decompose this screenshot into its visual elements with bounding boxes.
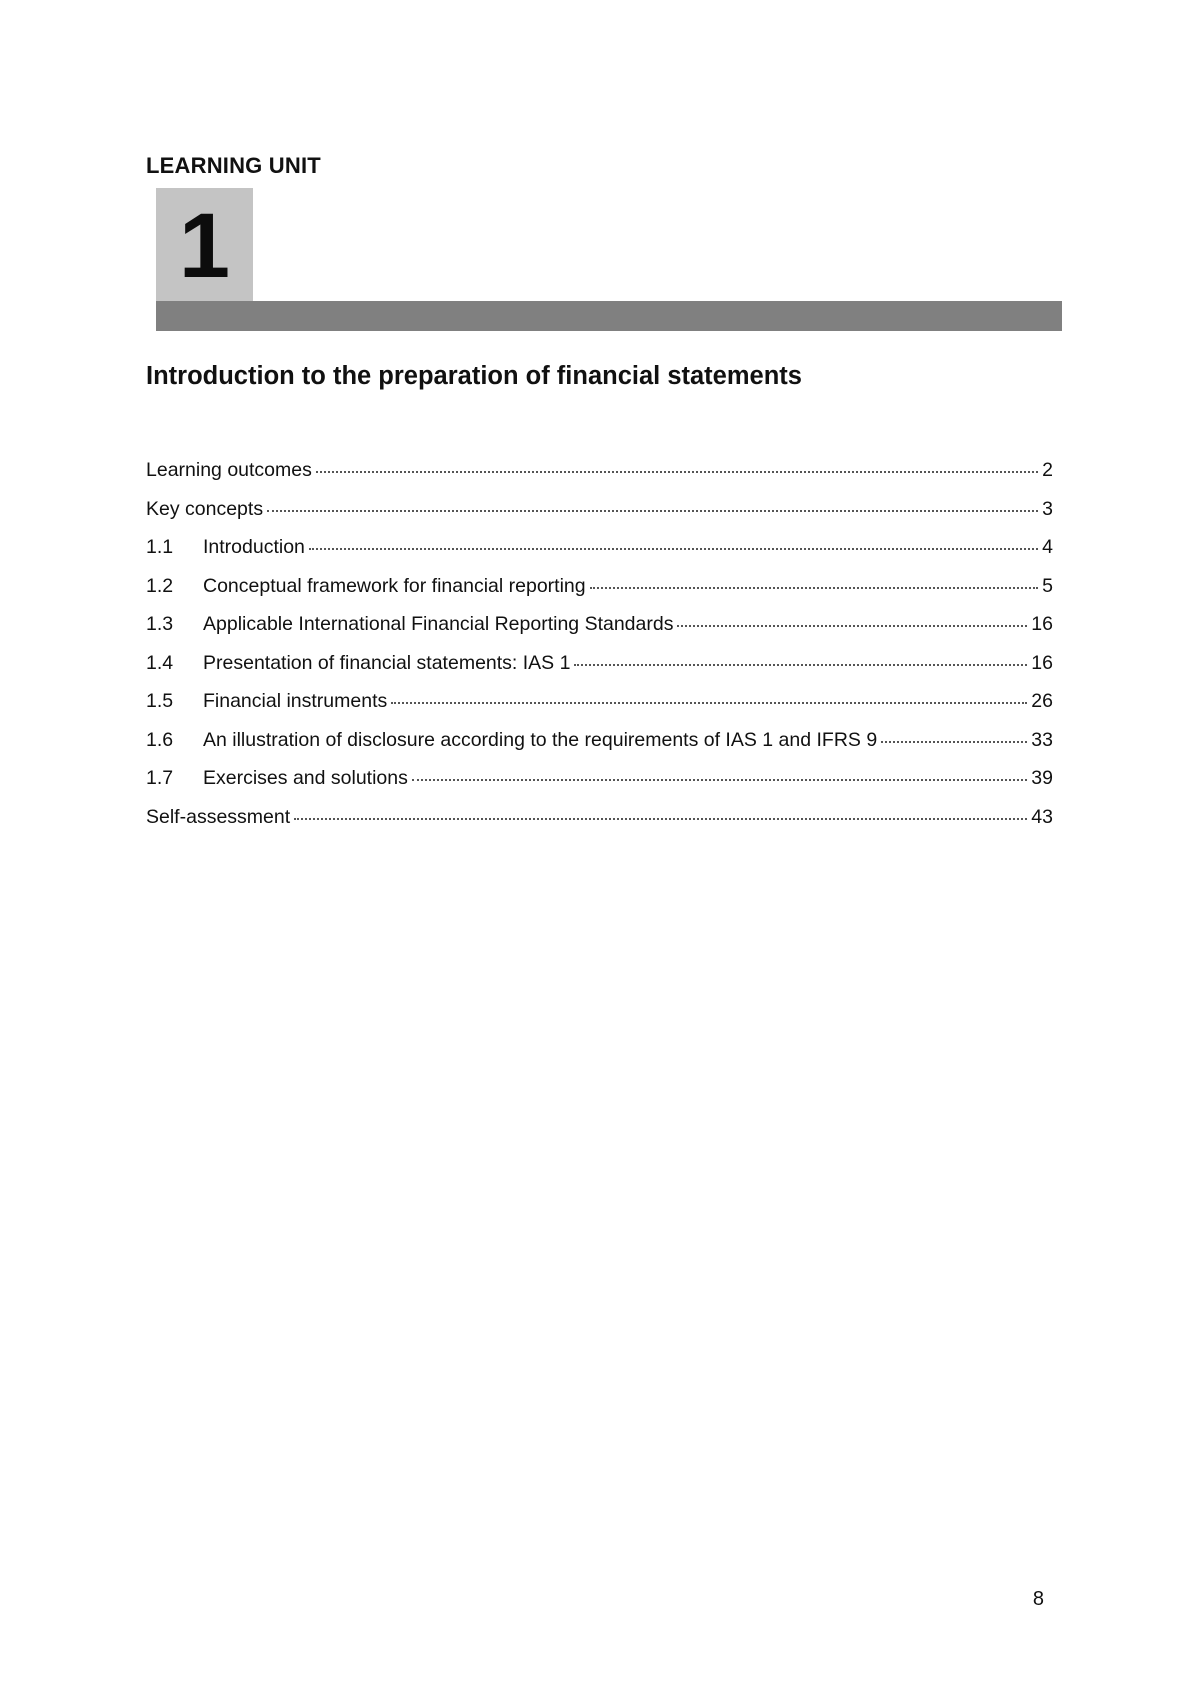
toc-dot-leader — [590, 587, 1039, 589]
toc-entry-title: Financial instruments — [203, 690, 388, 712]
unit-number: 1 — [178, 195, 231, 297]
toc-dot-leader — [881, 741, 1027, 743]
toc-entry[interactable] — [146, 767, 1053, 806]
toc-entry-title: Applicable International Financial Reporting Standards — [203, 613, 674, 635]
toc-entry[interactable] — [146, 536, 1053, 575]
toc-entry-page: 16 — [1031, 613, 1053, 635]
toc-entry-title: Conceptual framework for financial reporting — [203, 574, 586, 597]
toc-dot-leader — [391, 702, 1027, 704]
toc-entry-title: Learning outcomes — [146, 459, 312, 481]
toc-entry-page: 33 — [1031, 728, 1053, 751]
page-number: 8 — [1032, 1588, 1044, 1610]
unit-number-box — [156, 188, 253, 303]
toc-entry-page: 3 — [1042, 497, 1053, 520]
unit-divider-bar — [156, 301, 1062, 331]
toc-entry-page: 39 — [1031, 767, 1053, 789]
toc-dot-leader — [677, 625, 1027, 627]
toc-entry[interactable] — [146, 729, 1053, 768]
toc-entry-number: 1.5 — [146, 690, 174, 712]
toc-entry-title: Self-assessment — [146, 805, 291, 828]
toc-entry-title: Key concepts — [146, 497, 264, 520]
toc-dot-leader — [309, 548, 1038, 550]
toc-entry-page: 5 — [1042, 574, 1053, 597]
toc-entry-title: Presentation of financial statements: IAS 1 — [203, 651, 571, 674]
toc-entry-page: 4 — [1042, 536, 1053, 558]
toc-entry-number: 1.6 — [146, 728, 174, 751]
unit-title: Introduction to the preparation of financial statements — [146, 362, 802, 390]
toc-entry-page: 16 — [1031, 651, 1053, 674]
toc-entry[interactable] — [146, 498, 1053, 537]
toc-entry-title: Introduction — [203, 536, 305, 558]
toc-entry-number: 1.4 — [146, 651, 174, 674]
toc-dot-leader — [412, 779, 1027, 781]
toc-entry[interactable] — [146, 575, 1053, 614]
toc-dot-leader — [294, 818, 1027, 820]
toc-entry-number: 1.7 — [146, 767, 174, 789]
toc-entry[interactable] — [146, 806, 1053, 845]
toc-dot-leader — [267, 510, 1038, 512]
toc-entry-number: 1.2 — [146, 574, 174, 597]
toc-entry-page: 43 — [1031, 805, 1053, 828]
toc-entry-number: 1.1 — [146, 536, 174, 558]
toc-entry-number: 1.3 — [146, 613, 174, 635]
toc-entry[interactable] — [146, 459, 1053, 498]
toc-entry-page: 2 — [1042, 459, 1053, 481]
toc-entry[interactable] — [146, 652, 1053, 691]
toc-entry-title: Exercises and solutions — [203, 767, 408, 789]
toc-entry[interactable] — [146, 690, 1053, 729]
toc-entry-title: An illustration of disclosure according to the requirements of IAS 1 and IFRS 9 — [203, 728, 878, 751]
toc-dot-leader — [574, 664, 1027, 666]
unit-label: LEARNING UNIT — [146, 153, 321, 178]
toc-entry-page: 26 — [1031, 690, 1053, 712]
table-of-contents — [146, 459, 1053, 844]
toc-entry[interactable] — [146, 613, 1053, 652]
toc-dot-leader — [316, 471, 1038, 473]
